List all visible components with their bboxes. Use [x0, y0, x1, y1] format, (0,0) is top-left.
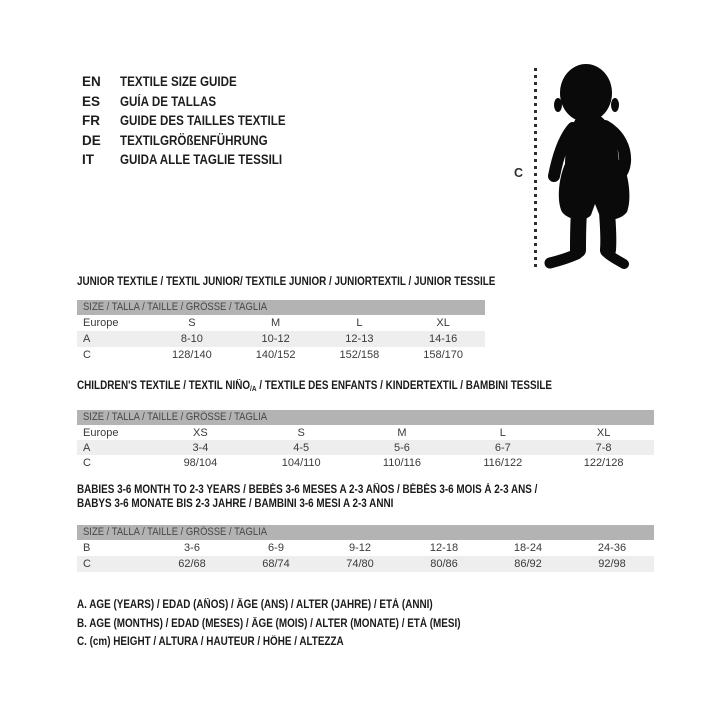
row-label: C — [83, 349, 91, 361]
table-cell: 12-13 — [345, 333, 374, 345]
junior-title: JUNIOR TEXTILE / TEXTIL JUNIOR/ TEXTILE JUNIOR / JUNIORTEXTIL / JUNIOR TESSILE — [77, 276, 496, 288]
legend-note-b: B. AGE (MONTHS) / EDAD (MESES) / ÂGE (MOIS) / ALTER (MONATE) / ETÀ (MESI) — [77, 617, 461, 630]
babies-size-table — [77, 540, 654, 572]
table-row — [77, 331, 485, 347]
table-cell: 122/128 — [583, 456, 624, 469]
babies-size-header-bar: SIZE / TALLA / TAILLE / GRÖSSE / TAGLIA — [77, 525, 654, 540]
language-row — [82, 131, 313, 151]
language-code: ES — [82, 93, 101, 109]
table-cell: 3-6 — [184, 542, 200, 554]
table-row — [77, 455, 654, 470]
junior-size-table — [77, 315, 485, 363]
table-cell: 24-36 — [597, 542, 627, 554]
language-label: TEXTILE SIZE GUIDE — [120, 74, 237, 90]
table-cell: 14-16 — [429, 333, 458, 345]
table-cell: 98/104 — [183, 456, 218, 469]
row-label: Europe — [83, 317, 119, 329]
babies-title-line2: BABYS 3-6 MONATE BIS 2-3 JAHRE / BAMBINI 3-6 MESI A 2-3 ANNI — [77, 498, 394, 510]
children-section — [77, 379, 654, 470]
language-code: IT — [82, 152, 94, 168]
language-label: GUIDE DES TAILLES TEXTILE — [120, 113, 286, 129]
language-code: EN — [82, 74, 101, 90]
table-cell: 6-9 — [268, 542, 284, 554]
table-cell: S — [188, 317, 196, 329]
table-cell: 152/158 — [339, 349, 380, 361]
height-measure-dotted-line — [534, 68, 537, 268]
table-cell: 128/140 — [171, 349, 212, 361]
language-label: GUIDA ALLE TAGLIE TESSILI — [120, 152, 283, 168]
language-code: DE — [82, 132, 101, 148]
table-cell: L — [499, 426, 506, 439]
row-label: A — [83, 333, 91, 345]
table-cell: 92/98 — [598, 558, 626, 570]
language-label: GUÍA DE TALLAS — [120, 93, 217, 109]
language-code: FR — [82, 113, 100, 129]
table-cell: 12-18 — [429, 542, 459, 554]
language-row — [82, 92, 313, 112]
junior-size-header-bar: SIZE / TALLA / TAILLE / GRÖSSE / TAGLIA — [77, 300, 485, 315]
table-row — [77, 556, 654, 572]
table-cell: M — [271, 317, 281, 329]
table-cell: 80/86 — [430, 558, 458, 570]
language-row — [82, 111, 313, 131]
children-title: CHILDREN'S TEXTILE / TEXTIL $NIÑO_{/A}$ / TEXTILE DES ENFANTS / KINDERTEXTIL / BAMBINI TESSILE — [77, 380, 552, 393]
table-cell: 7-8 — [595, 441, 612, 454]
legend-note-c: C. (cm) HEIGHT / ALTURA / HAUTEUR / HÖHE / ALTEZZA — [77, 636, 344, 648]
row-label: B — [83, 542, 91, 554]
toddler-silhouette — [541, 62, 641, 270]
table-cell: XL — [436, 317, 450, 329]
row-label: C — [83, 456, 91, 469]
legend-note-a: A. AGE (YEARS) / EDAD (AÑOS) / ÂGE (ANS) / ALTER (JAHRE) / ETÀ (ANNI) — [77, 599, 433, 611]
table-cell: 4-5 — [293, 441, 310, 454]
table-cell: 68/74 — [262, 558, 290, 570]
table-cell: 18-24 — [513, 542, 543, 554]
table-cell: 9-12 — [348, 542, 372, 554]
table-cell: M — [397, 426, 407, 439]
gender-subscript: /A — [250, 384, 257, 393]
table-cell: 8-10 — [180, 333, 203, 345]
table-cell: XS — [193, 426, 208, 439]
table-cell: 74/80 — [346, 558, 374, 570]
table-cell: 10-12 — [261, 333, 290, 345]
row-label: A — [83, 441, 91, 454]
table-cell: S — [297, 426, 305, 439]
language-label: TEXTILGRÖßENFÜHRUNG — [120, 132, 268, 148]
table-cell: 158/170 — [423, 349, 463, 361]
table-cell: XL — [596, 426, 611, 439]
legend-notes — [77, 599, 523, 655]
table-cell: 140/152 — [255, 349, 296, 361]
table-cell: 6-7 — [494, 441, 511, 454]
table-cell: 3-4 — [192, 441, 209, 454]
table-cell: L — [356, 317, 363, 329]
table-cell: 5-6 — [394, 441, 410, 454]
language-row — [82, 72, 313, 92]
table-row — [77, 315, 485, 331]
table-row — [77, 347, 485, 363]
table-row — [77, 440, 654, 455]
children-size-table — [77, 425, 654, 470]
table-row — [77, 540, 654, 556]
table-row — [77, 425, 654, 440]
language-list — [82, 72, 313, 170]
table-cell: 86/92 — [514, 558, 542, 570]
row-label: C — [83, 558, 91, 570]
table-cell: 110/116 — [382, 456, 422, 469]
junior-section — [77, 275, 496, 363]
table-cell: 62/68 — [178, 558, 206, 570]
children-size-header-bar: SIZE / TALLA / TAILLE / GRÖSSE / TAGLIA — [77, 410, 654, 425]
row-label: Europe — [83, 426, 119, 439]
language-row — [82, 150, 313, 170]
babies-section — [77, 483, 654, 572]
babies-title-line1: BABIES 3-6 MONTH TO 2-3 YEARS / BEBÉS 3-6 MESES A 2-3 AÑOS / BÉBÉS 3-6 MOIS À 2-3 ANS / — [77, 484, 538, 496]
table-cell: 104/110 — [281, 456, 321, 469]
table-cell: 116/122 — [483, 456, 523, 469]
height-measure-label: C — [514, 166, 524, 180]
